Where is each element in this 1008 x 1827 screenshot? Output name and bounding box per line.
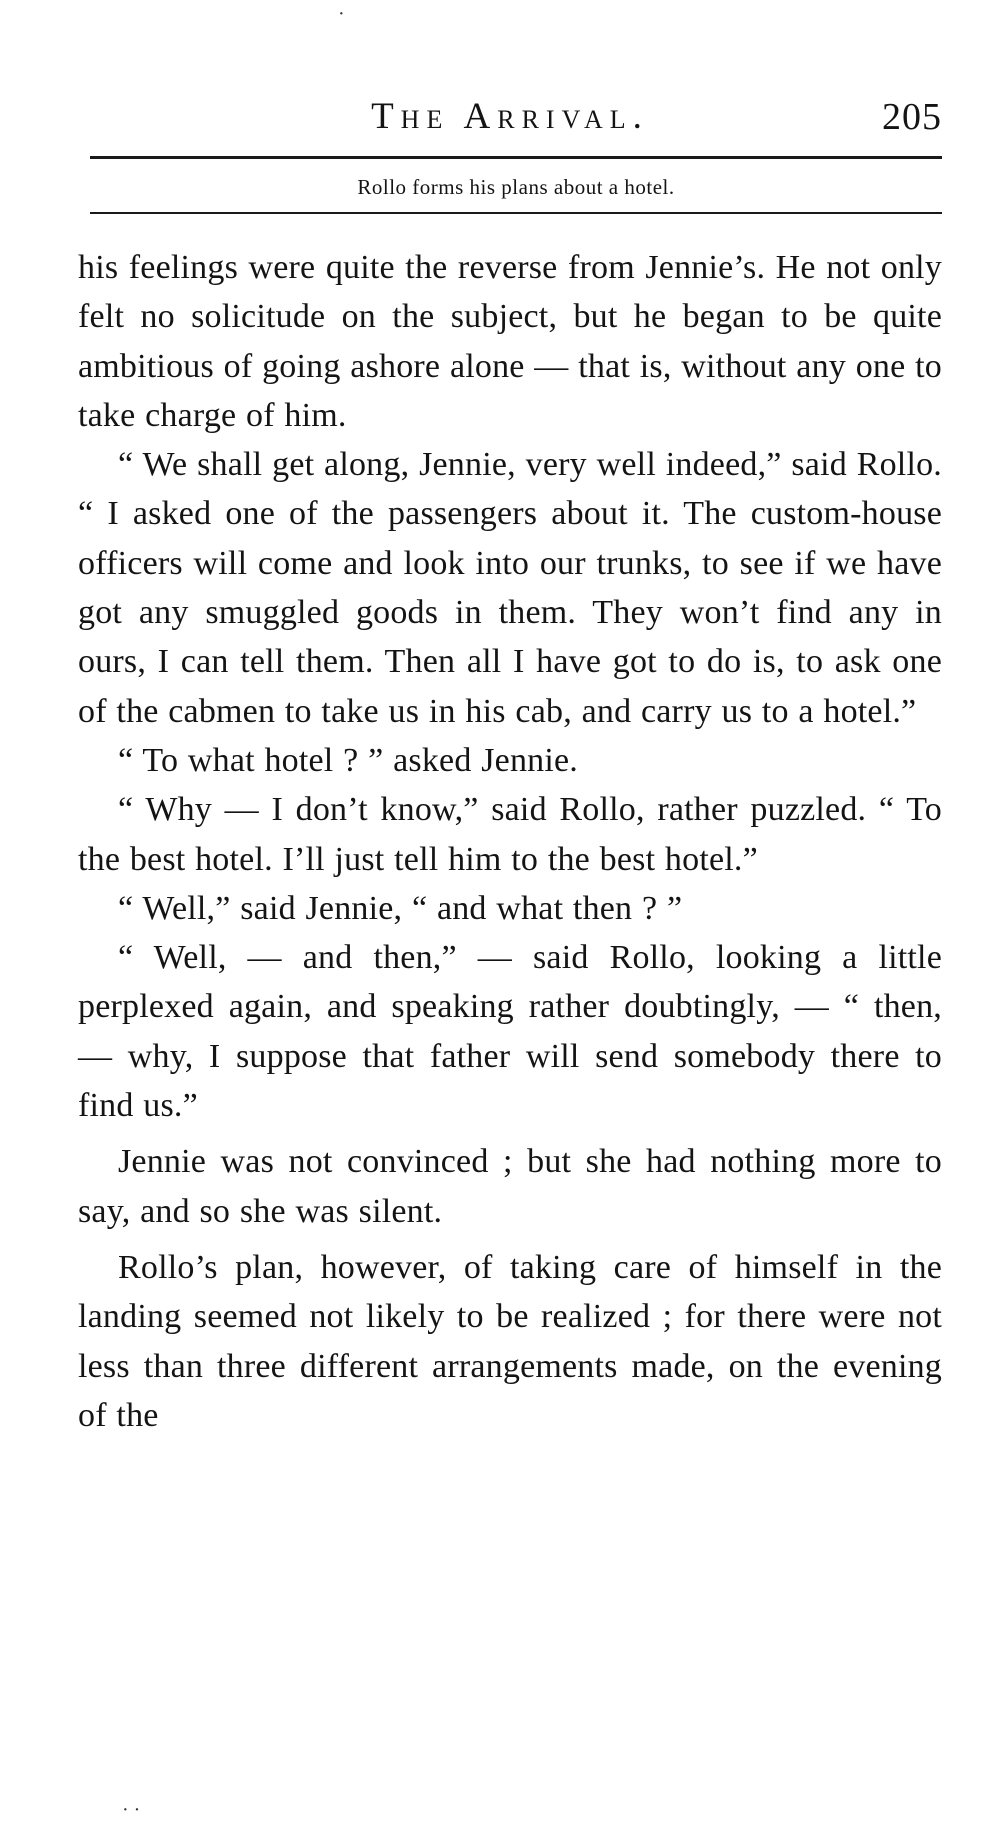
print-speck: · — [338, 3, 345, 25]
page-number: 205 — [882, 96, 942, 138]
page-header — [78, 92, 942, 144]
paragraph: “ Why — I don’t know,” said Rollo, rather puzzled. “ To the best hotel. I’ll just tell him to the best hotel.” — [78, 791, 942, 878]
running-title: The Arrival. — [371, 96, 649, 137]
print-speck: · · — [122, 1799, 141, 1821]
paragraph: “ Well, — and then,” — said Rollo, looking a little perplexed again, and speaking rather doubtingly, — “ then, — why, I suppose that father will send somebody there to find us.” — [78, 939, 942, 1125]
paragraph: Rollo’s plan, however, of taking care of himself in the landing seemed not likely to be realized ; for there were not less than three different arrangements made, on the evening of the — [78, 1248, 942, 1434]
paragraph: “ To what hotel ? ” asked Jennie. — [118, 741, 578, 779]
paragraph: Jennie was not convinced ; but she had nothing more to say, and so she was silent. — [78, 1143, 942, 1230]
paragraph-continuation: his feelings were quite the reverse from Jennie’s. He not only felt no solicitude on the subject, but he began to be quite ambitious of going ashore alone — that is, without any one to take charge of him. — [78, 249, 942, 434]
header-rule-bottom — [90, 212, 942, 214]
body-text — [78, 243, 942, 1440]
header-rule-top — [90, 156, 942, 159]
paragraph: “ We shall get along, Jennie, very well indeed,” said Rollo. “ I asked one of the passengers about it. The custom-house officers will come and look into our trunks, to see if we have got any smuggled goods in them. They won’t find any in ours, I can tell them. Then all I have got to do is, to ask one of the cabmen to take us in his cab, and carry us to a hotel.” — [78, 446, 942, 730]
page-subheading: Rollo forms his plans about a hotel. — [357, 175, 675, 199]
paragraph: “ Well,” said Jennie, “ and what then ? ” — [118, 889, 683, 927]
